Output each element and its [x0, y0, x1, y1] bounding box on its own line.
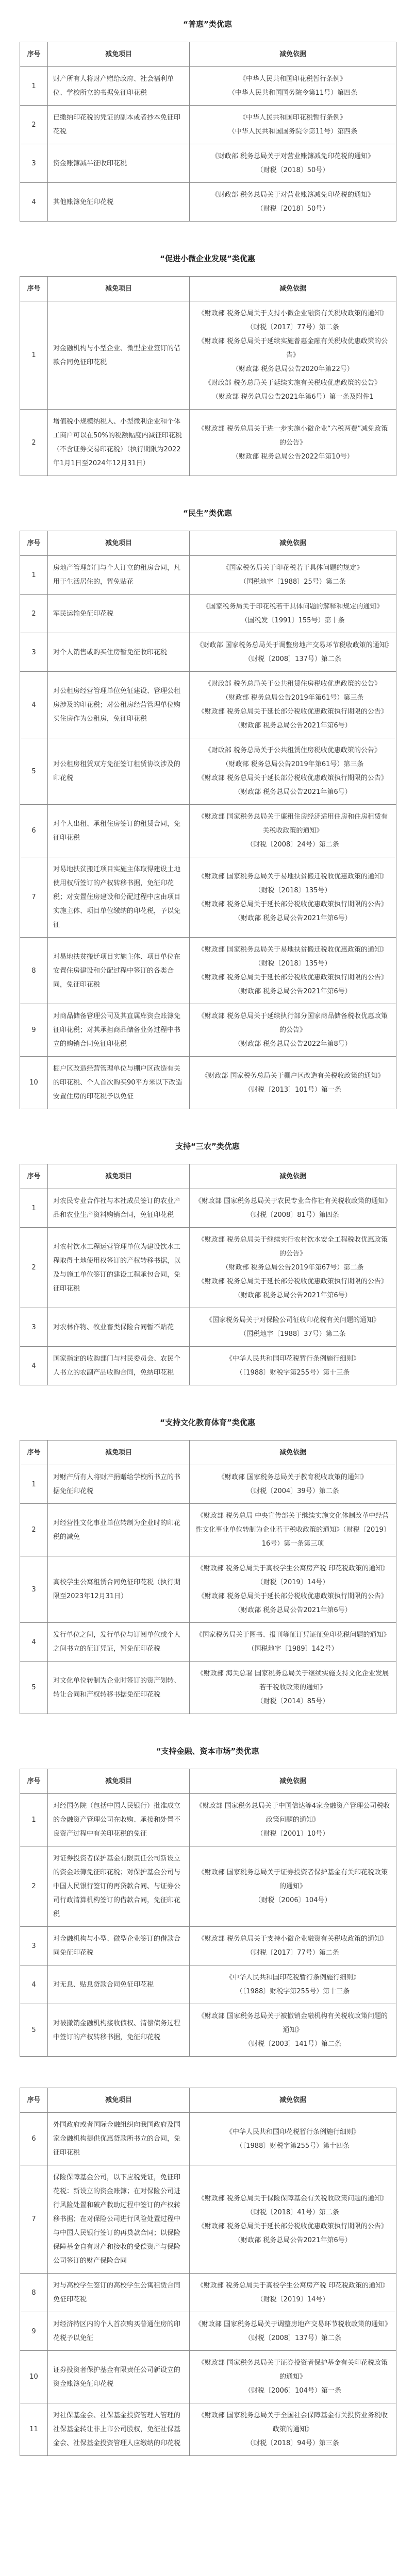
basis-line: （财税〔2019〕14号）: [256, 1579, 329, 1586]
relief-basis: [190, 2113, 396, 2165]
basis-line: （财税〔2017〕77号）第二条: [246, 324, 339, 331]
basis-line: 《财政部 税务总局关于公共租赁住房税收优惠政策的公告》: [204, 747, 381, 754]
row-number: 11: [20, 2403, 48, 2456]
basis-line: （中华人民共和国国务院令第11号）第四条: [228, 89, 358, 97]
relief-basis: [190, 1308, 396, 1347]
relief-basis: [190, 595, 396, 633]
basis-line: 《财政部 税务总局关于延长部分税收优惠政策执行期限的公告》: [197, 774, 388, 782]
relief-item: 对易地扶贫搬迁项目实施主体取得建设土地使用权所签订的产权转移书据，免征印花税；对安置住房建设和分配过程中应由项目实施主体、项目单位缴纳的印花税，予以免征: [48, 857, 190, 938]
row-number: 2: [20, 1846, 48, 1927]
basis-line: 《财政部 税务总局关于延长部分税收优惠政策执行期限的公告》: [197, 2222, 388, 2230]
basis-line: 《财政部 税务总局关于进一步实施小微企业“六税两费”减免政策的公告》: [197, 425, 388, 447]
relief-basis: [190, 1004, 396, 1057]
relief-item: 已缴纳印花税的凭证的副本或者抄本免征印花税: [48, 106, 190, 144]
table-row: [20, 1189, 396, 1228]
row-number: 1: [20, 301, 48, 410]
basis-line: 《财政部 税务总局关于继续实行农村饮水安全工程税收优惠政策的公告》: [197, 1236, 388, 1258]
basis-line: （财税〔2006〕104号）: [254, 1896, 331, 1904]
basis-line: （财政部 税务总局公告2021年第6号）: [234, 1292, 352, 1299]
basis-line: 《中华人民共和国印花税暂行条例施行细则》: [225, 1974, 360, 1981]
basis-line: 《国家税务局关于对保险公司征收印花税有关问题的通知》: [205, 1316, 380, 1324]
policy-table: [20, 1440, 396, 1714]
basis-line: （财政部 税务总局公告2021年第6号）: [234, 1606, 352, 1614]
row-number: 10: [20, 1057, 48, 1109]
row-number: 6: [20, 805, 48, 857]
relief-basis: [190, 805, 396, 857]
row-number: 8: [20, 2274, 48, 2312]
basis-line: 《财政部 税务总局关于公共租赁住房税收优惠政策的公告》: [204, 680, 381, 688]
basis-line: （财税〔2008〕137号）第二条: [244, 2334, 341, 2342]
basis-line: 《财政部 税务总局关于延续实施普惠金融有关税收优惠政策的公告》: [197, 337, 388, 359]
relief-basis: [190, 410, 396, 476]
relief-basis: [190, 2274, 396, 2312]
policy-section: [0, 1416, 415, 1714]
basis-line: 《财政部 国家税务总局关于证券投资者保护基金有关印花税政策的通知》: [197, 1869, 388, 1890]
policy-table: [20, 1164, 396, 1385]
basis-line: （财政部 税务总局公告2021年第6号）: [234, 722, 352, 730]
relief-basis: [190, 2312, 396, 2351]
basis-line: 《财政部 税务总局关于对营业账簿减免印花税的通知》: [211, 191, 375, 199]
relief-item: 增值税小规模纳税人、小型微利企业和个体工商户可以在50%的税额幅度内减征印花税（不含证券交易印花税）（执行期限为2022年1月1日至2024年12月31日）: [48, 410, 190, 476]
table-row: [20, 1662, 396, 1714]
basis-line: 《财政部 税务总局关于延长部分税收优惠政策执行期限的公告》: [197, 1592, 388, 1600]
basis-line: 《财政部 海关总署 国家税务总局关于继续实施支持文化企业发展若干税收政策的通知》: [196, 1670, 389, 1691]
basis-line: 《财政部 税务总局关于高校学生公寓房产税 印花税政策的通知》: [196, 1565, 389, 1572]
relief-item: 对经济特区内的个人首次购买普通住房的印花税予以免征: [48, 2312, 190, 2351]
basis-line: 《财政部 国家税务总局关于调整房地产交易环节税收政策的通知》: [195, 2320, 392, 2328]
basis-line: 《财政部 税务总局关于支持小微企业融资有关税收政策的通知》: [197, 310, 388, 317]
table-row: [20, 410, 396, 476]
table-row: [20, 2165, 396, 2274]
row-number: 2: [20, 106, 48, 144]
table-header-row: [20, 1164, 396, 1189]
table-row: [20, 1057, 396, 1109]
relief-item: 对农民专业合作社与本社成员签订的农业产品和农业生产资料购销合同，免征印花税: [48, 1189, 190, 1228]
basis-line: （财税〔2018〕41号）第二条: [246, 2208, 339, 2216]
relief-basis: [190, 67, 396, 106]
section-title: “促进小微企业发展”类优惠: [160, 254, 255, 263]
relief-basis: [190, 1794, 396, 1846]
relief-item: 对金融机构与小型、微型企业签订的借款合同免征印花税: [48, 1927, 190, 1965]
basis-line: （〔1988〕财税字第255号）第十四条: [236, 2142, 350, 2150]
relief-basis: [190, 2403, 396, 2456]
table-row: [20, 857, 396, 938]
basis-line: （财税〔2018〕135号）: [254, 886, 331, 894]
relief-item: 对经营性文化事业单位转制为企业时的印花税的减免: [48, 1504, 190, 1556]
basis-line: （财税〔2004〕39号）第二条: [246, 1487, 339, 1495]
table-row: [20, 2274, 396, 2312]
relief-basis: [190, 738, 396, 805]
basis-line: 《财政部 国家税务总局关于调整房地产交易环节税收政策的通知》（财税〔2008〕137号）第二条: [196, 641, 390, 663]
basis-line: 《中华人民共和国印花税暂行条例施行细则》: [225, 1355, 360, 1363]
relief-item: 高校学生公寓租赁合同免征印花税（执行期限至2023年12月31日）: [48, 1556, 190, 1623]
basis-line: （财税〔2018〕94号）第三条: [246, 2439, 339, 2447]
row-number: 4: [20, 1965, 48, 2004]
table-row: [20, 2113, 396, 2165]
basis-line: （财税〔2008〕24号）第二条: [246, 841, 339, 849]
row-number: 8: [20, 938, 48, 1004]
relief-item: 对公租房经营管理单位免征建设、管理公租房涉及的印花税；对公租房经营管理单位购买住房作为公租房，免征印花税: [48, 672, 190, 738]
relief-basis: [190, 1189, 396, 1228]
table-row: [20, 738, 396, 805]
row-number: 2: [20, 595, 48, 633]
column-header-basis: 减免依据: [190, 1769, 396, 1794]
relief-item: 财产所有人将财产赠给政府、社会福利单位、学校所立的书据免征印花税: [48, 67, 190, 106]
basis-line: （财税〔2014〕85号）: [256, 1698, 329, 1705]
table-header-row: [20, 1769, 396, 1794]
relief-basis: [190, 1662, 396, 1714]
relief-basis: [190, 1556, 396, 1623]
basis-line: 《中华人民共和国印花税暂行条例施行细则》: [225, 2128, 360, 2136]
row-number: 3: [20, 1308, 48, 1347]
section-title: 支持“三农”类优惠: [175, 1142, 240, 1151]
table-row: [20, 1308, 396, 1347]
row-number: 10: [20, 2351, 48, 2403]
column-header-no: 序号: [20, 1769, 48, 1794]
column-header-basis: 减免依据: [190, 2088, 396, 2113]
basis-line: （财政部 税务总局公告2019年第67号）第二条: [222, 1264, 364, 1272]
table-row: [20, 1347, 396, 1385]
column-header-no: 序号: [20, 42, 48, 67]
basis-line: （财税〔2018〕50号）: [256, 205, 329, 213]
row-number: 2: [20, 410, 48, 476]
basis-line: 《财政部 税务总局关于延长部分税收优惠政策执行期限的公告》: [197, 900, 388, 908]
table-row: [20, 805, 396, 857]
relief-item: 保险保障基金公司，以下应税凭证，免征印花税：新设立的资金账簿；在对保险公司进行风险处置和破产救助过程中签订的产权转移书据；在对保险公司进行风险处置过程中与中国人民银行签订的再贷款合同；以保险保障基金自有财产和接收的受偿资产与保险公司签订的财产保险合同: [48, 2165, 190, 2274]
row-number: 7: [20, 857, 48, 938]
row-number: 9: [20, 2312, 48, 2351]
basis-line: （国税地字〔1989〕142号）: [247, 1645, 338, 1653]
policy-table: [20, 1769, 396, 2057]
section-title: “支持文化教育体育”类优惠: [160, 1418, 255, 1427]
row-number: 3: [20, 144, 48, 183]
row-number: 7: [20, 2165, 48, 2274]
relief-basis: [190, 2351, 396, 2403]
relief-basis: [190, 857, 396, 938]
table-row: [20, 1846, 396, 1927]
basis-line: （财税〔2001〕10号）: [256, 1830, 329, 1838]
column-header-basis: 减免依据: [190, 42, 396, 67]
relief-item: 资金账簿减半征收印花税: [48, 144, 190, 183]
table-row: [20, 67, 396, 106]
relief-basis: [190, 1623, 396, 1662]
column-header-item: 减免项目: [48, 1440, 190, 1465]
basis-line: 《财政部 税务总局 中央宣传部关于继续实施文化体制改革中经营性文化事业单位转制为企业若干税收政策的通知》（财税〔2019〕16号）第一条第三项: [195, 1512, 390, 1548]
relief-basis: [190, 633, 396, 672]
basis-line: 《财政部 税务总局关于延续实施有关税收优惠政策的公告》: [204, 379, 381, 387]
basis-line: （财政部 税务总局公告2021年第6号）: [234, 988, 352, 995]
table-row: [20, 106, 396, 144]
column-header-no: 序号: [20, 1164, 48, 1189]
basis-line: （国税发〔1991〕155号）第十条: [241, 617, 345, 624]
row-number: 5: [20, 738, 48, 805]
relief-basis: [190, 556, 396, 595]
policy-section: [0, 18, 415, 222]
relief-basis: [190, 183, 396, 222]
table-header-row: [20, 531, 396, 556]
relief-basis: [190, 1347, 396, 1385]
row-number: 4: [20, 183, 48, 222]
row-number: 5: [20, 1662, 48, 1714]
basis-line: 《中华人民共和国印花税暂行条例》: [239, 114, 346, 122]
basis-line: 《财政部 国家税务总局关于易地扶贫搬迁税收优惠政策的通知》: [197, 946, 388, 954]
table-row: [20, 672, 396, 738]
table-row: [20, 1965, 396, 2004]
table-header-row: [20, 277, 396, 301]
policy-table: [20, 42, 396, 222]
table-row: [20, 1228, 396, 1308]
table-row: [20, 1623, 396, 1662]
row-number: 1: [20, 1189, 48, 1228]
row-number: 4: [20, 672, 48, 738]
basis-line: 《财政部 国家税务总局关于全国社会保障基金有关投资业务税收政策的通知》: [197, 2412, 388, 2433]
row-number: 1: [20, 556, 48, 595]
basis-line: 《财政部 税务总局关于保险保障基金有关税收政策问题的通知》: [197, 2194, 388, 2202]
table-row: [20, 301, 396, 410]
table-row: [20, 2403, 396, 2456]
basis-line: （财政部 税务总局公告2019年第61号）第三条: [222, 760, 364, 768]
column-header-basis: 减免依据: [190, 1440, 396, 1465]
row-number: 2: [20, 1504, 48, 1556]
basis-line: 《财政部 税务总局关于对营业账簿减免印花税的通知》: [211, 152, 375, 160]
row-number: 4: [20, 1347, 48, 1385]
relief-item: 对农林作物、牧业畜类保险合同暂不贴花: [48, 1308, 190, 1347]
relief-basis: [190, 1927, 396, 1965]
relief-item: 对个人出租、承租住房签订的租赁合同，免征印花税: [48, 805, 190, 857]
column-header-item: 减免项目: [48, 277, 190, 301]
relief-basis: [190, 1504, 396, 1556]
relief-item: 房地产管理部门与个人订立的租房合同，凡用于生活居住的，暂免贴花: [48, 556, 190, 595]
table-row: [20, 556, 396, 595]
basis-line: 《财政部 国家税务总局关于棚户区改造有关税收政策的通知》: [201, 1072, 385, 1080]
column-header-item: 减免项目: [48, 1164, 190, 1189]
policy-table: [20, 2088, 396, 2456]
basis-line: （财税〔2013〕101号）第一条: [244, 1086, 341, 1094]
column-header-item: 减免项目: [48, 42, 190, 67]
policy-section: [0, 1745, 415, 2057]
table-header-row: [20, 2088, 396, 2113]
column-header-basis: 减免依据: [190, 277, 396, 301]
basis-line: 《财政部 国家税务总局关于农民专业合作社有关税收政策的通知》: [195, 1197, 392, 1205]
table-row: [20, 1004, 396, 1057]
table-row: [20, 633, 396, 672]
column-header-basis: 减免依据: [190, 531, 396, 556]
relief-item: 对与高校学生签订的高校学生公寓租赁合同免征印花税: [48, 2274, 190, 2312]
basis-line: （财政部 税务总局公告2021年第6号）: [234, 2236, 352, 2244]
policy-section: [0, 2088, 415, 2456]
table-row: [20, 938, 396, 1004]
relief-basis: [190, 938, 396, 1004]
column-header-no: 序号: [20, 2088, 48, 2113]
basis-line: 《财政部 税务总局关于延长部分税收优惠政策执行期限的公告》: [197, 708, 388, 716]
basis-line: 《国家税务局关于印花税若干具体问题的解释和规定的通知》: [202, 603, 384, 611]
basis-line: 《财政部 税务总局关于延长部分税收优惠政策执行期限的公告》: [197, 1278, 388, 1285]
table-row: [20, 1465, 396, 1504]
table-row: [20, 2351, 396, 2403]
section-title: “支持金融、资本市场”类优惠: [156, 1747, 259, 1756]
relief-item: 对社保基金会、社保基金投资管理人管理的社保基金转让非上市公司股权，免征社保基金会、社保基金投资管理人应缴纳的印花税: [48, 2403, 190, 2456]
basis-line: 《财政部 税务总局关于支持小微企业融资有关税收政策的通知》: [197, 1935, 388, 1943]
relief-item: 对文化单位转制为企业时签订的资产划转、转让合同和产权转移书据免征印花税: [48, 1662, 190, 1714]
relief-basis: [190, 672, 396, 738]
basis-line: （财政部 税务总局公告2019年第61号）第三条: [222, 694, 364, 702]
relief-item: 外国政府或者国际金融组织向我国政府及国家金融机构提供优惠贷款所书立的合同，免征印花税: [48, 2113, 190, 2165]
relief-basis: [190, 2165, 396, 2274]
relief-basis: [190, 1057, 396, 1109]
row-number: 2: [20, 1228, 48, 1308]
relief-item: 对商品储备管理公司及其直属库资金账簿免征印花税；对其承担商品储备业务过程中书立的购销合同免征印花税: [48, 1004, 190, 1057]
table-row: [20, 595, 396, 633]
column-header-item: 减免项目: [48, 531, 190, 556]
relief-item: 对财产所有人将财产捐赠给学校所书立的书据免征印花税: [48, 1465, 190, 1504]
policy-table: [20, 276, 396, 476]
basis-line: （财税〔2018〕135号）: [254, 960, 331, 968]
basis-line: 《财政部 税务总局关于高校学生公寓房产税 印花税政策的通知》: [196, 2282, 389, 2290]
column-header-item: 减免项目: [48, 1769, 190, 1794]
row-number: 6: [20, 2113, 48, 2165]
table-row: [20, 144, 396, 183]
relief-basis: [190, 1846, 396, 1927]
basis-line: （财税〔2019〕14号）: [256, 2296, 329, 2303]
basis-line: （〔1988〕财税字第255号）第十三条: [236, 1988, 350, 1995]
basis-line: （财政部 税务总局公告2020年第22号）: [232, 365, 354, 373]
relief-item: 其他账簿免征印花税: [48, 183, 190, 222]
relief-basis: [190, 106, 396, 144]
relief-item: 对经国务院（包括中国人民银行）批准成立的金融资产管理公司在收购、承接和处置不良资产过程中有关印花税的免征: [48, 1794, 190, 1846]
basis-line: 《财政部 国家税务总局关于证券投资者保护基金有关印花税政策的通知》: [197, 2359, 388, 2381]
relief-item: 军民运输免征印花税: [48, 595, 190, 633]
table-header-row: [20, 1440, 396, 1465]
relief-item: 对公租房租赁双方免征签订租赁协议涉及的印花税: [48, 738, 190, 805]
relief-item: 对金融机构与小型企业、微型企业签订的借款合同免征印花税: [48, 301, 190, 410]
relief-basis: [190, 1465, 396, 1504]
basis-line: 《财政部 国家税务总局关于被撤销金融机构有关税收政策问题的通知》: [197, 2012, 388, 2034]
basis-line: （国税地字〔1988〕37号）第二条: [240, 1330, 346, 1338]
row-number: 1: [20, 67, 48, 106]
basis-line: 《中华人民共和国印花税暂行条例》: [239, 75, 346, 83]
row-number: 1: [20, 1794, 48, 1846]
relief-basis: [190, 144, 396, 183]
basis-line: （财税〔2006〕104号）第一条: [244, 2387, 341, 2395]
table-row: [20, 2004, 396, 2057]
relief-item: 对无息、贴息贷款合同免征印花税: [48, 1965, 190, 2004]
row-number: 5: [20, 2004, 48, 2057]
table-row: [20, 1504, 396, 1556]
basis-line: （财政部 税务总局公告2021年第6号）: [234, 788, 352, 796]
column-header-no: 序号: [20, 277, 48, 301]
relief-basis: [190, 2004, 396, 2057]
relief-item: 发行单位之间，发行单位与订阅单位或个人之间书立的征订凭证，暂免征印花税: [48, 1623, 190, 1662]
basis-line: 《财政部 国家税务总局关于易地扶贫搬迁税收优惠政策的通知》: [197, 872, 388, 880]
row-number: 3: [20, 1556, 48, 1623]
basis-line: （〔1988〕财税字第255号）第十三条: [236, 1369, 350, 1377]
relief-item: 对被撤销金融机构接收债权、清偿债务过程中签订的产权转移书据，免征印花税: [48, 2004, 190, 2057]
basis-line: （国税地字〔1988〕25号）第二条: [240, 578, 346, 586]
basis-line: （财税〔2008〕81号）第四条: [246, 1211, 339, 1219]
policy-section: [0, 252, 415, 476]
basis-line: （财税〔2017〕77号）第二条: [246, 1949, 339, 1957]
policy-section: [0, 1140, 415, 1385]
basis-line: （财税〔2003〕141号）第二条: [244, 2040, 341, 2048]
section-title: “普惠”类优惠: [183, 20, 232, 29]
column-header-no: 序号: [20, 531, 48, 556]
relief-item: 对证券投资者保护基金有限责任公司新设立的资金账簿免征印花税；对保护基金公司与中国人民银行签订的再贷款合同、与证券公司行政清算机构签订的借款合同，免征印花税: [48, 1846, 190, 1927]
relief-item: 对个人销售或购买住房暂免征收印花税: [48, 633, 190, 672]
basis-line: （中华人民共和国国务院令第11号）第四条: [228, 128, 358, 135]
relief-item: 对易地扶贫搬迁项目实施主体、项目单位在安置住房建设和分配过程中签订的各类合同，免征印花税: [48, 938, 190, 1004]
basis-line: （财政部 税务总局公告2022年第10号）: [232, 452, 354, 461]
row-number: 1: [20, 1465, 48, 1504]
basis-line: 《财政部 税务总局关于延长部分税收优惠政策执行期限的公告》: [197, 974, 388, 981]
table-row: [20, 2312, 396, 2351]
section-title: “民生”类优惠: [183, 509, 232, 518]
basis-line: 《国家税务局关于印花税若干具体问题的规定》: [222, 564, 363, 572]
basis-line: 《财政部 国家税务总局关于教育税收政策的通知》: [218, 1473, 368, 1481]
basis-line: 《国家税务局关于图书、报刊等征订凭证征免印花税问题的通知》: [195, 1631, 390, 1639]
relief-item: 国家指定的收购部门与村民委员会、农民个人书立的农副产品收购合同，免纳印花税: [48, 1347, 190, 1385]
relief-item: 棚户区改造经营管理单位与棚户区改造有关的印花税、个人首次购买90平方米以下改造安置住房的印花税予以免征: [48, 1057, 190, 1109]
policy-section: [0, 507, 415, 1109]
table-row: [20, 1927, 396, 1965]
column-header-no: 序号: [20, 1440, 48, 1465]
table-row: [20, 1794, 396, 1846]
basis-line: （财政部 税务总局公告2021年第6号）: [234, 914, 352, 922]
basis-line: （财税〔2018〕50号）: [256, 166, 329, 174]
row-number: 3: [20, 1927, 48, 1965]
column-header-item: 减免项目: [48, 2088, 190, 2113]
row-number: 3: [20, 633, 48, 672]
table-header-row: [20, 42, 396, 67]
relief-item: 证券投资者保护基金有限责任公司新设立的资金账簿免征印花税: [48, 2351, 190, 2403]
basis-line: 《财政部 税务总局关于延续执行部分国家商品储备税收优惠政策的公告》: [197, 1012, 388, 1034]
relief-item: 对农村饮水工程运营管理单位为建设饮水工程取得土地使用权签订的产权转移书据，以及与施工单位签订的建设工程承包合同，免征印花税: [48, 1228, 190, 1308]
column-header-basis: 减免依据: [190, 1164, 396, 1189]
policy-table: [20, 531, 396, 1109]
relief-basis: [190, 301, 396, 410]
row-number: 9: [20, 1004, 48, 1057]
table-row: [20, 1556, 396, 1623]
basis-line: （财政部 税务总局公告2022年第8号）: [234, 1040, 352, 1048]
basis-line: （财政部 税务总局公告2021年第6号）第一条及附件1: [212, 393, 374, 401]
basis-line: 《财政部 国家税务总局关于中国信达等4家金融资产管理公司税收政策问题的通知》: [195, 1802, 390, 1824]
relief-basis: [190, 1228, 396, 1308]
table-row: [20, 183, 396, 222]
row-number: 4: [20, 1623, 48, 1662]
basis-line: 《财政部 国家税务总局关于廉租住房经济适用住房和住房租赁有关税收政策的通知》: [197, 813, 388, 835]
relief-basis: [190, 1965, 396, 2004]
